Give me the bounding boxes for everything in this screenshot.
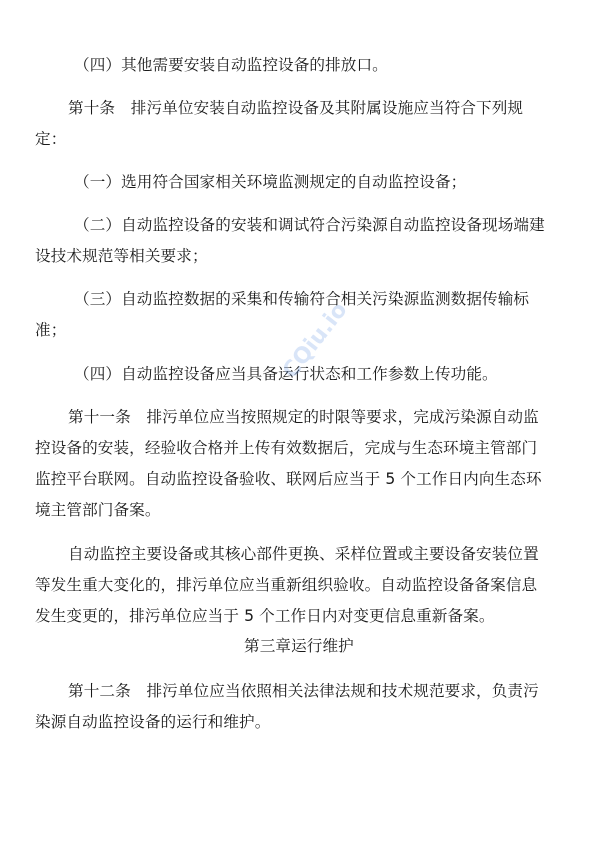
clause-2-line-2: 设技术规范等相关要求； (35, 247, 208, 265)
article-10-line-2: 定： (35, 130, 67, 148)
watermark-logo: CQiu.io (278, 297, 353, 384)
paragraph-change-line-3: 发生变更的，排污单位应当于 5 个工作日内对变更信息重新备案。 (35, 607, 495, 625)
clause-1-line-1: （一）选用符合国家相关环境监测规定的自动监控设备； (74, 173, 467, 191)
article-12-line-2: 染源自动监控设备的运行和维护。 (35, 713, 271, 731)
article-11-line-1: 第十一条 排污单位应当按照规定的时限等要求，完成污染源自动监 (68, 408, 539, 426)
article-10-line-1: 第十条 排污单位安装自动监控设备及其附属设施应当符合下列规 (68, 99, 524, 117)
clause-3-line-1: （三）自动监控数据的采集和传输符合相关污染源监测数据传输标 (74, 290, 530, 308)
clause-2-line-1: （二）自动监控设备的安装和调试符合污染源自动监控设备现场端建 (74, 216, 545, 234)
clause-3-line-2: 准； (35, 321, 67, 339)
paragraph-item-4-line-1: （四）其他需要安装自动监控设备的排放口。 (74, 56, 388, 74)
article-12-line-1: 第十二条 排污单位应当依照相关法律法规和技术规范要求，负责污 (68, 682, 539, 700)
article-11-line-2: 控设备的安装，经验收合格并上传有效数据后，完成与生态环境主管部门 (35, 439, 538, 457)
paragraph-change-line-2: 等发生重大变化的，排污单位应当重新组织验收。自动监控设备备案信息 (35, 576, 538, 594)
clause-4-line-1: （四）自动监控设备应当具备运行状态和工作参数上传功能。 (74, 365, 498, 383)
article-11-line-4: 境主管部门备案。 (35, 501, 161, 519)
article-11-line-3: 监控平台联网。自动监控设备验收、联网后应当于 5 个工作日内向生态环 (35, 470, 542, 488)
paragraph-change-line-1: 自动监控主要设备或其核心部件更换、采样位置或主要设备安装位置 (68, 545, 539, 563)
chapter-heading: 第三章运行维护 (244, 637, 354, 655)
